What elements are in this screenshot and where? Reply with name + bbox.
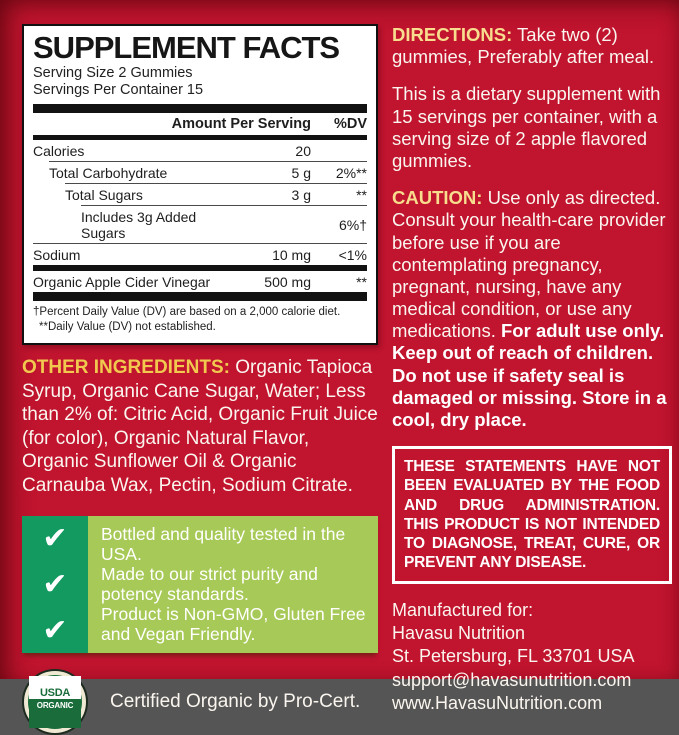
- certified-organic-text: Certified Organic by Pro-Cert.: [110, 691, 361, 713]
- directions-text: Take two (2) gummies, Preferably after meal.: [392, 24, 655, 68]
- usda-organic-seal-icon: [22, 669, 88, 735]
- table-row-apple-cider-vinegar: [33, 271, 367, 292]
- directions-label: DIRECTIONS:: [392, 24, 513, 45]
- footnote-daily-value: †Percent Daily Value (DV) are based on a 2,000 calorie diet.: [33, 306, 341, 319]
- manufacturer-block: [392, 599, 672, 716]
- table-row-total-sugars: [33, 184, 367, 205]
- divider-bar-thick: [33, 292, 367, 301]
- certification-row: [22, 669, 378, 735]
- caution-bold-text: For adult use only. Keep out of reach of children. Do not use if safety seal is damaged or missing. Store in a cool, dry place.: [392, 320, 667, 430]
- checklist-items: [88, 516, 378, 653]
- supplement-facts-panel: [22, 24, 378, 345]
- manufacturer-address: St. Petersburg, FL 33701 USA: [392, 646, 635, 667]
- table-header: [33, 113, 367, 135]
- checklist-item: Product is Non-GMO, Gluten Free and Vegan Friendly.: [101, 604, 366, 644]
- checklist-item: Made to our strict purity and potency standards.: [101, 564, 318, 604]
- manufacturer-website: www.HavasuNutrition.com: [392, 693, 603, 714]
- caution-text: Use only as directed. Consult your health-care provider before use if you are contemplating pregnancy, pregnant, nursing, have any medical condition, or use any medications.: [392, 187, 666, 342]
- check-icon: ✔: [42, 612, 68, 648]
- nutrient-amount: 5 g: [291, 164, 311, 181]
- nutrient-name: Organic Apple Cider Vinegar: [33, 273, 211, 290]
- nutrient-amount: 20: [295, 142, 311, 159]
- other-ingredients-text: Organic Tapioca Syrup, Organic Cane Sugar, Water; Less than 2% of: Citric Acid, Organic Fruit Juice (for color), Organic Natural Flavor, Organic Sunflower Oil & Organic Carnauba Wax, Pectin, Sodium Citrate.: [22, 357, 378, 496]
- check-icon: ✔: [42, 566, 68, 602]
- nutrient-amount: 500 mg: [264, 273, 311, 290]
- serving-size: Serving Size 2 Gummies: [33, 64, 193, 81]
- supplement-description: This is a dietary supplement with 15 servings per container, with a serving size of 2 apple flavored gummies.: [392, 83, 661, 171]
- fda-disclaimer-text: THESE STATEMENTS HAVE NOT BEEN EVALUATED BY THE FOOD AND DRUG ADMINISTRATION. THIS PRODUCT IS NOT INTENDED TO DIAGNOSE, TREAT, CURE, OR PREVENT ANY DISEASE.: [404, 458, 660, 572]
- other-ingredients: [22, 356, 378, 497]
- column-header-amount: Amount Per Serving: [171, 116, 311, 133]
- left-column: [22, 24, 378, 735]
- nutrient-name: Sodium: [33, 246, 81, 263]
- seal-organic-text: ORGANIC: [29, 699, 81, 728]
- nutrient-amount: 3 g: [291, 186, 311, 203]
- nutrient-dv: 2%**: [335, 164, 367, 181]
- servings-per-container: Servings Per Container 15: [33, 81, 204, 98]
- manufacturer-name: Havasu Nutrition: [392, 622, 526, 643]
- column-header-dv: %DV: [333, 116, 367, 133]
- seal-usda-text: USDA: [29, 676, 81, 699]
- nutrient-name: Total Sugars: [65, 186, 143, 203]
- table-footnotes: [33, 305, 367, 335]
- nutrient-name: Total Carbohydrate: [49, 164, 168, 181]
- fda-disclaimer-box: [392, 446, 672, 583]
- quality-checklist: [22, 516, 378, 653]
- nutrient-name: Calories: [33, 142, 85, 159]
- nutrient-dv: **: [356, 186, 367, 203]
- checkmark-column: [22, 516, 88, 653]
- other-ingredients-label: OTHER INGREDIENTS:: [22, 357, 230, 379]
- nutrient-dv: 6%†: [338, 216, 367, 233]
- nutrient-dv: <1%: [338, 246, 367, 263]
- divider-bar-thick: [33, 104, 367, 113]
- nutrient-dv: **: [356, 273, 367, 290]
- table-row-added-sugars: [33, 206, 367, 243]
- right-column: [392, 24, 672, 735]
- directions: [392, 24, 672, 68]
- nutrient-name: Includes 3g Added Sugars: [81, 208, 197, 241]
- footnote-not-established: **Daily Value (DV) not established.: [39, 321, 216, 334]
- checklist-item: Bottled and quality tested in the USA.: [101, 524, 346, 565]
- table-row-carbohydrate: [33, 162, 367, 183]
- nutrient-amount: 10 mg: [272, 246, 311, 263]
- table-row-sodium: [33, 244, 367, 265]
- supplement-facts-title: SUPPLEMENT FACTS: [33, 30, 340, 65]
- caution-label: CAUTION:: [392, 187, 483, 209]
- manufacturer-email: support@havasunutrition.com: [392, 669, 632, 690]
- check-icon: ✔: [42, 521, 68, 557]
- table-row-calories: [33, 140, 367, 161]
- caution: [392, 187, 672, 431]
- manufactured-for-label: Manufactured for:: [392, 599, 534, 620]
